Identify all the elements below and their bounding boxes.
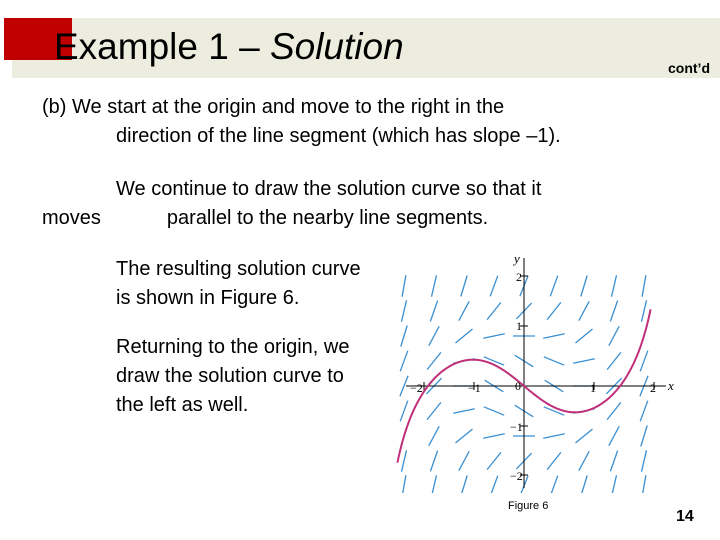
paragraph-result <box>116 255 361 313</box>
x-tick-label-1: 1 <box>590 381 596 395</box>
x-tick-label-neg2: −2 <box>410 381 423 395</box>
continued-label: cont’d <box>668 60 710 76</box>
y-tick-label-2: 2 <box>516 270 522 284</box>
x-axis-name: x <box>668 378 674 393</box>
direction-field-figure <box>396 248 686 493</box>
paragraph-continue-line-2a: moves <box>42 207 101 229</box>
x-tick-label-neg1: −1 <box>468 381 481 395</box>
paragraph-returning-line-2: draw the solution curve to <box>116 365 344 387</box>
paragraph-continue-line-1: We continue to draw the solution curve so that it <box>116 178 542 200</box>
y-tick-label-neg1: −1 <box>510 420 523 434</box>
paragraph-continue <box>42 175 541 233</box>
paragraph-returning-line-3: the left as well. <box>116 394 249 416</box>
origin-label: 0 <box>515 379 521 393</box>
figure-background <box>396 248 686 493</box>
y-axis-name: y <box>514 251 520 266</box>
slide-title <box>54 28 404 65</box>
paragraph-result-line-2: is shown in Figure 6. <box>116 287 300 309</box>
x-tick-label-2: 2 <box>650 381 656 395</box>
paragraph-result-line-1: The resulting solution curve <box>116 258 361 280</box>
y-tick-label-neg2: −2 <box>510 469 523 483</box>
paragraph-b-line-1: (b) We start at the origin and move to the right in the <box>42 96 505 118</box>
figure-caption: Figure 6 <box>508 500 549 512</box>
paragraph-b <box>42 93 561 151</box>
title-solution: Solution <box>269 26 404 67</box>
paragraph-returning <box>116 333 349 420</box>
paragraph-continue-line-2b: parallel to the nearby line segments. <box>166 207 489 229</box>
paragraph-b-line-2: direction of the line segment (which has slope –1). <box>116 125 561 147</box>
title-main: Example 1 – <box>54 26 270 67</box>
y-tick-label-1: 1 <box>516 319 522 333</box>
page-number: 14 <box>676 508 694 525</box>
paragraph-returning-line-1: Returning to the origin, we <box>116 336 350 358</box>
